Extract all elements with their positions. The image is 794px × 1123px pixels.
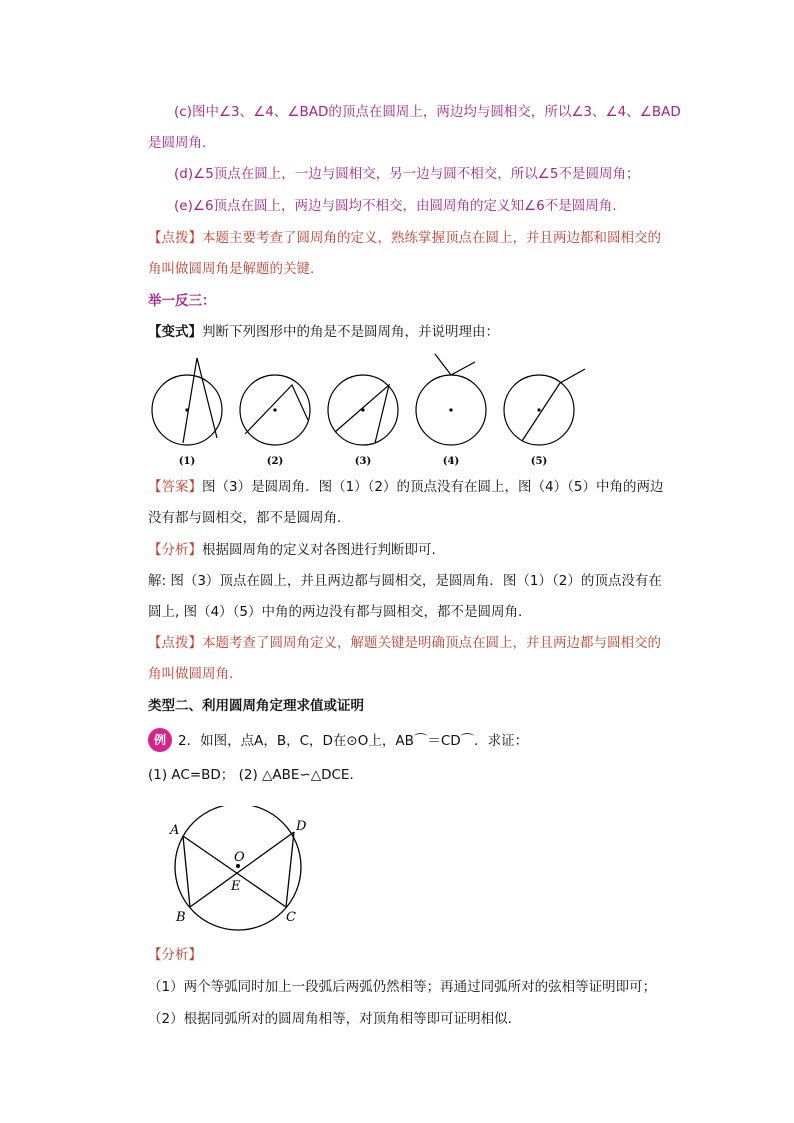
analysis2-line1: （1）两个等弧同时加上一段弧后两弧仍然相等；再通过同弧所对的弦相等证明即可； <box>148 979 657 995</box>
example-parts: (1) AC=BD； (2) △ABE∽△DCE. <box>148 767 354 783</box>
example-text: 2．如图，点A，B，C，D在⊙O上，AB⌒＝CD⌒．求证： <box>178 733 529 749</box>
point-b: B <box>176 910 186 925</box>
para-c-line1: (c)图中∠3、∠4、∠BAD的顶点在圆周上，两边均与圆相交，所以∠3、∠4、∠BAD <box>174 104 681 120</box>
tip1-text: 本题主要考查了圆周角的定义，熟练掌握顶点在圆上，并且两边都和圆相交的 <box>202 230 661 246</box>
segment-ac <box>183 836 286 907</box>
segment-bd <box>190 832 294 907</box>
variant-line <box>148 323 499 341</box>
angle-1 <box>183 358 197 443</box>
tip1-line1 <box>148 229 661 247</box>
segment-ab <box>183 836 190 907</box>
angle-3 <box>335 385 389 443</box>
para-c-line2: 是圆周角. <box>148 135 207 151</box>
point-d: D <box>296 819 307 834</box>
answer-line1 <box>148 478 663 496</box>
solution-line2: 圆上, 图（4）（5）中角的两边没有都与圆相交，都不是圆周角. <box>148 604 523 620</box>
answer-tag: 【答案】 <box>148 479 202 495</box>
tip2-line2: 角叫做圆周角. <box>148 666 234 682</box>
point-o: O <box>234 850 245 865</box>
angle-4 <box>435 354 475 375</box>
tip2-tag: 【点拨】 <box>148 635 202 651</box>
solution-line1: 解: 图（3）顶点在圆上，并且两边都与圆相交，是圆周角．图（1）（2）的顶点没有在 <box>148 573 662 589</box>
analysis2-tag: 【分析】 <box>148 947 202 963</box>
para-e: (e)∠6顶点在圆上，两边与圆均不相交，由圆周角的定义知∠6不是圆周角. <box>174 198 617 214</box>
figure-label-2: (2) <box>266 456 284 467</box>
point-a: A <box>170 823 180 838</box>
section-label: 举一反三： <box>148 293 216 309</box>
para-d: (d)∠5顶点在圆上，一边与圆相交，另一边与圆不相交，所以∠5不是圆周角； <box>174 166 640 182</box>
point-e: E <box>231 879 241 894</box>
figure-label-1: (1) <box>178 456 196 467</box>
tip2-line1 <box>148 634 661 652</box>
angle-5 <box>522 369 585 441</box>
figure-label-4: (4) <box>442 456 460 467</box>
tip2-text: 本题考查了圆周角定义，解题关键是明确顶点在圆上，并且两边都与圆相交的 <box>202 635 661 651</box>
variant-text: 判断下列图形中的角是不是圆周角，并说明理由： <box>202 324 499 340</box>
tip1-tag: 【点拨】 <box>148 230 202 246</box>
tip1-line2: 角叫做圆周角是解题的关键. <box>148 261 315 277</box>
variant-tag: 【变式】 <box>148 324 202 340</box>
answer-line2: 没有都与圆相交，都不是圆周角. <box>148 510 342 526</box>
analysis1-tag: 【分析】 <box>148 542 202 558</box>
point-c: C <box>286 910 296 925</box>
analysis1-text: 根据圆周角的定义对各图进行判断即可. <box>202 542 436 558</box>
segment-dc <box>286 832 294 907</box>
analysis2-line2: （2）根据同弧所对的圆周角相等，对顶角相等即可证明相似. <box>148 1011 512 1027</box>
figure-label-5: (5) <box>530 456 548 467</box>
type-heading: 类型二、利用圆周角定理求值或证明 <box>148 698 364 714</box>
five-circles-figure <box>145 352 665 472</box>
figure-label-3: (3) <box>354 456 372 467</box>
circle-diagram <box>168 806 338 931</box>
answer-text: 图（3）是圆周角．图（1）（2）的顶点没有在圆上，图（4）（5）中角的两边 <box>202 479 664 495</box>
example-badge: 例 <box>148 728 172 752</box>
analysis1-line <box>148 541 436 559</box>
